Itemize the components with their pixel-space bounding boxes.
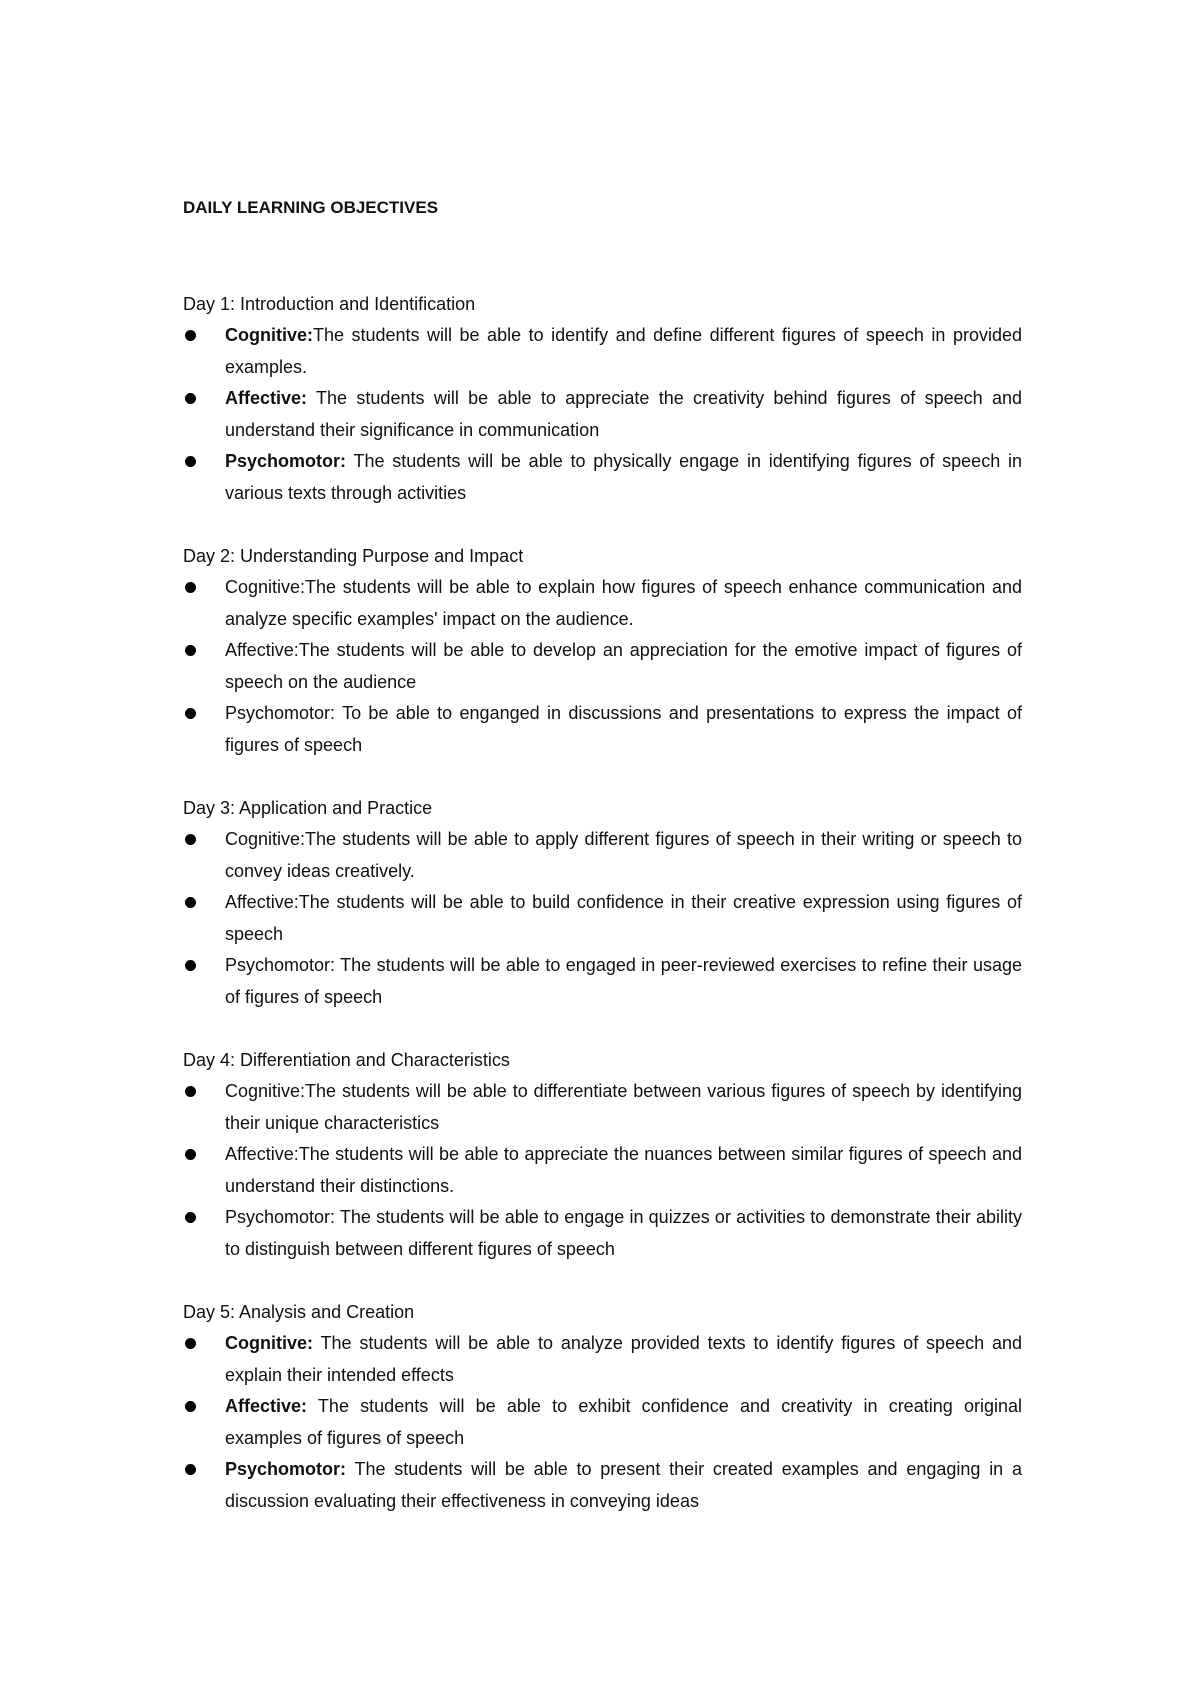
document-title: DAILY LEARNING OBJECTIVES [183,198,439,217]
objective-psychomotor [183,698,1022,761]
objective-label: Cognitive: [225,1081,306,1101]
objective-cognitive [183,824,1022,887]
bullet-icon [185,1464,196,1475]
objective-text: The students will be able to apply different figures of speech in their writing or speech to convey ideas creatively. [225,829,1022,881]
objective-text: The students will be able to appreciate the creativity behind figures of speech and understand their significance in communication [225,388,1022,440]
objective-psychomotor [183,950,1022,1013]
bullet-icon [185,897,196,908]
objective-text: The students will be able to build confidence in their creative expression using figures of speech [225,892,1022,944]
objective-psychomotor [183,1454,1022,1517]
objective-label: Psychomotor: [225,955,336,975]
objective-label: Affective: [225,1396,308,1416]
objective-label: Cognitive: [225,325,313,345]
objective-label: Cognitive: [225,1333,313,1353]
objective-affective [183,1139,1022,1202]
objective-text: The students will be able to physically engage in identifying figures of speech in various texts through activities [225,451,1022,503]
objective-affective [183,635,1022,698]
bullet-icon [185,1149,196,1160]
day-title: Day 5: Analysis and Creation [183,1302,415,1322]
objective-affective [183,887,1022,950]
objective-text: The students will be able to develop an appreciation for the emotive impact of figures of speech on the audience [225,640,1022,692]
objective-text: The students will be able to explain how figures of speech enhance communication and analyze specific examples' impact on the audience. [225,577,1022,629]
bullet-icon [185,645,196,656]
day-section-4 [183,1045,1022,1265]
objective-text: The students will be able to present their created examples and engaging in a discussion evaluating their effectiveness in conveying ideas [225,1459,1022,1511]
day-section-5 [183,1297,1022,1517]
objective-cognitive [183,320,1022,383]
objective-label: Affective: [225,640,299,660]
objective-affective [183,383,1022,446]
objective-label: Psychomotor: [225,1459,347,1479]
bullet-icon [185,1086,196,1097]
day-section-1 [183,289,1022,509]
objective-text: To be able to enganged in discussions and presentations to express the impact of figures of speech [225,703,1022,755]
objective-cognitive [183,1328,1022,1391]
objective-cognitive [183,572,1022,635]
bullet-icon [185,456,196,467]
objective-list [183,320,1022,509]
bullet-icon [185,960,196,971]
objective-psychomotor [183,446,1022,509]
objective-text: The students will be able to differentiate between various figures of speech by identifying their unique characteristics [225,1081,1022,1133]
objective-text: The students will be able to exhibit confidence and creativity in creating original examples of figures of speech [225,1396,1022,1448]
objective-label: Affective: [225,388,308,408]
objective-list [183,572,1022,761]
objective-text: The students will be able to analyze provided texts to identify figures of speech and explain their intended effects [225,1333,1022,1385]
day-section-2 [183,541,1022,761]
bullet-icon [185,708,196,719]
objective-label: Affective: [225,1144,299,1164]
bullet-icon [185,582,196,593]
objective-affective [183,1391,1022,1454]
objective-psychomotor [183,1202,1022,1265]
bullet-icon [185,1401,196,1412]
objective-text: The students will be able to appreciate the nuances between similar figures of speech and understand their distinctions. [225,1144,1022,1196]
objective-label: Psychomotor: [225,703,336,723]
objective-label: Affective: [225,892,299,912]
bullet-icon [185,330,196,341]
bullet-icon [185,393,196,404]
objective-label: Cognitive: [225,577,306,597]
objective-cognitive [183,1076,1022,1139]
objective-list [183,824,1022,1013]
objective-label: Psychomotor: [225,451,347,471]
objective-list [183,1076,1022,1265]
bullet-icon [185,1212,196,1223]
bullet-icon [185,1338,196,1349]
objective-text: The students will be able to engage in quizzes or activities to demonstrate their ability to distinguish between different figures of speech [225,1207,1022,1259]
objective-text: The students will be able to engaged in peer-reviewed exercises to refine their usage of figures of speech [225,955,1022,1007]
day-title: Day 4: Differentiation and Characteristics [183,1050,510,1070]
bullet-icon [185,834,196,845]
day-title: Day 3: Application and Practice [183,798,433,818]
objective-text: The students will be able to identify and define different figures of speech in provided examples. [225,325,1022,377]
day-title: Day 1: Introduction and Identification [183,294,476,314]
day-section-3 [183,793,1022,1013]
objective-list [183,1328,1022,1517]
day-title: Day 2: Understanding Purpose and Impact [183,546,524,566]
objective-label: Cognitive: [225,829,306,849]
objective-label: Psychomotor: [225,1207,336,1227]
